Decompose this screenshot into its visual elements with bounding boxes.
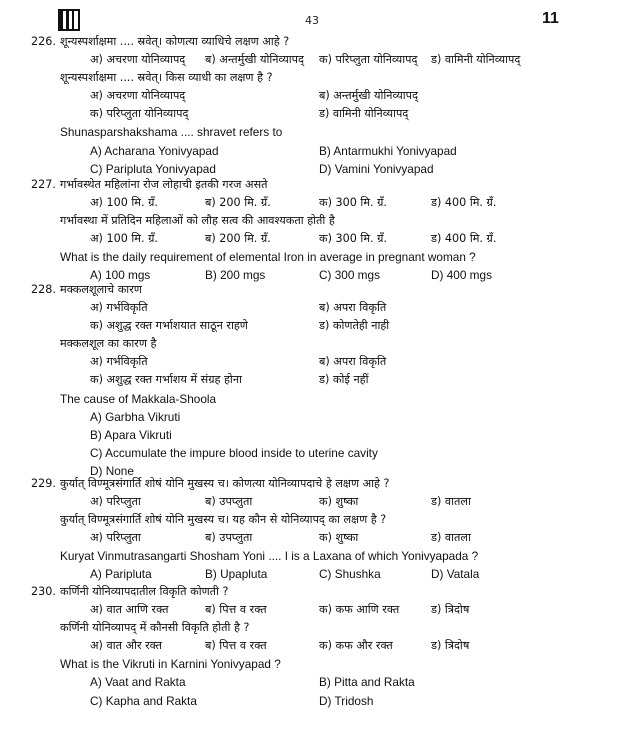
option-a: A) Acharana Yonivyapad [90, 143, 219, 158]
option-d: D) Tridosh [319, 693, 374, 708]
option-c: C) Kapha and Rakta [90, 693, 197, 708]
option-d: ड) वातला [431, 531, 471, 545]
option-b: ब) 200 मि. ग्रॅं. [205, 196, 271, 210]
options-row-hi-2 [60, 371, 605, 389]
option-d: ड) कोणतेही नाही [319, 319, 390, 333]
question-text-mr: 230. कर्णिनी योनिव्यापदातील विकृति कोणती ? [60, 583, 605, 601]
option-d: D) 400 mgs [431, 268, 492, 283]
question-text-mr: 228. मक्कलशूलाचे कारण [60, 281, 605, 299]
question-text-mr: 227. गर्भावस्थेत महिलांना रोज लोहाची इतकी गरज असते [60, 176, 605, 194]
question-text-en: Shunasparshakshama .... shravet refers to [60, 125, 283, 140]
option-a: अ) गर्भविकृति [90, 355, 148, 369]
option-a: अ) वात आणि रक्त [90, 603, 169, 617]
option-d: D) None [90, 463, 134, 478]
option-a: अ) अचरणा योनिव्यापद् [90, 89, 186, 103]
option-c: क) शुष्का [319, 495, 359, 509]
option-d: D) Vamini Yonivyapad [319, 161, 434, 176]
option-c: क) परिप्लुता योनिव्यापद् [319, 53, 418, 67]
question-226 [31, 33, 605, 178]
options-row-hi [60, 637, 605, 655]
option-c-row [60, 444, 605, 462]
option-c: C) Paripluta Yonivyapad [90, 161, 216, 176]
sheet-number: 11 [542, 10, 559, 27]
option-a: अ) परिप्लुता [90, 495, 141, 509]
question-229 [31, 475, 605, 584]
question-text-hi: शून्यस्पर्शाक्षमा .... स्रवेत्। किस व्याधी का लक्षण है ? [60, 71, 273, 85]
option-a: अ) गर्भविकृति [90, 301, 148, 315]
options-row-en-1 [60, 142, 605, 160]
barcode-mark [58, 9, 80, 31]
question-number: 230. [31, 585, 56, 598]
option-b: B) Upapluta [205, 567, 268, 582]
option-b: ब) पित्त व रक्त [205, 603, 267, 617]
question-number: 229. [31, 477, 56, 490]
option-b: ब) पित्त व रक्त [205, 639, 267, 653]
question-text-en: What is the Vikruti in Karnini Yonivyapad ? [60, 657, 281, 672]
option-c: क) परिप्लुता योनिव्यापद् [90, 107, 189, 121]
options-row-mr [60, 194, 605, 212]
options-row-mr-1 [60, 299, 605, 317]
option-b: ब) अपरा विकृति [319, 301, 387, 315]
options-row-mr [60, 51, 605, 69]
option-b: B) Apara Vikruti [90, 427, 172, 442]
question-text-en: What is the daily requirement of elemental Iron in average in pregnant woman ? [60, 250, 476, 265]
question-text-mr: 226. शून्यस्पर्शाक्षमा .... स्रवेत्। कोणत्या व्याधिचे लक्षण आहे ? [60, 33, 605, 51]
page-number: 43 [305, 14, 319, 27]
option-d: ड) त्रिदोष [431, 603, 470, 617]
question-number: 226. [31, 35, 56, 48]
option-d: ड) कोई नहीं [319, 373, 369, 387]
options-row-en [60, 565, 605, 583]
option-a: अ) 100 मि. ग्रॅं. [90, 196, 158, 210]
option-d: ड) वातला [431, 495, 471, 509]
question-text-mr: 229. कुर्यात् विण्मूत्रसंगार्ति शोषं योनि मुखस्य च। कोणत्या योनिव्यापदाचे हे लक्षण आहे ? [60, 475, 605, 493]
options-row-mr [60, 601, 605, 619]
option-c: C) 300 mgs [319, 268, 380, 283]
question-text-hi: मक्कलशूल का कारण है [60, 337, 157, 351]
option-c: क) 300 मि. ग्रॅं. [319, 232, 387, 246]
option-c: क) कफ और रक्त [319, 639, 393, 653]
option-a: अ) परिप्लुता [90, 531, 141, 545]
option-a-row [60, 408, 605, 426]
options-row-hi-1 [60, 87, 605, 105]
option-b-row [60, 426, 605, 444]
question-text-hi: गर्भावस्था में प्रतिदिन महिलाओं को लौह सत्व की आवश्यकता होती है [60, 214, 335, 228]
option-c: C) Accumulate the impure blood inside to uterine cavity [90, 445, 378, 460]
question-text-en: Kuryat Vinmutrasangarti Shosham Yoni .... I is a Laxana of which Yonivyapada ? [60, 549, 479, 564]
option-b: B) 200 mgs [205, 268, 266, 283]
option-c: क) कफ आणि रक्त [319, 603, 400, 617]
option-b: ब) उपप्लुता [205, 495, 253, 509]
option-d: ड) 400 मि. ग्रॅं. [431, 232, 497, 246]
option-b: B) Antarmukhi Yonivyapad [319, 143, 457, 158]
question-227 [31, 176, 605, 285]
option-c: क) अशुद्ध रक्त गर्भाशय में संग्रह होना [90, 373, 242, 387]
option-c: C) Shushka [319, 567, 381, 582]
option-c: क) शुष्का [319, 531, 359, 545]
option-d: ड) त्रिदोष [431, 639, 470, 653]
option-a: A) Paripluta [90, 567, 152, 582]
option-b: ब) अन्तर्मुखी योनिव्यापद् [319, 89, 418, 103]
option-d: ड) 400 मि. ग्रॅं. [431, 196, 497, 210]
option-a: अ) वात और रक्त [90, 639, 163, 653]
option-b: ब) अपरा विकृति [319, 355, 387, 369]
option-d: ड) वामिनी योनिव्यापद् [319, 107, 409, 121]
options-row-hi [60, 529, 605, 547]
option-c: क) 300 मि. ग्रॅं. [319, 196, 387, 210]
question-text-hi: कुर्यात् विण्मूत्रसंगार्ति शोषं योनि मुखस्य च। यह कौन से योनिव्यापद् का लक्षण है ? [60, 513, 387, 527]
option-a: अ) अचरणा योनिव्यापद् [90, 53, 186, 67]
options-row-en-2 [60, 692, 605, 710]
option-b: ब) 200 मि. ग्रॅं. [205, 232, 271, 246]
options-row-hi-1 [60, 353, 605, 371]
option-a: A) Vaat and Rakta [90, 675, 186, 690]
option-b: ब) उपप्लुता [205, 531, 253, 545]
option-b: ब) अन्तर्मुखी योनिव्यापद् [205, 53, 304, 67]
options-row-hi [60, 230, 605, 248]
option-a: अ) 100 मि. ग्रॅं. [90, 232, 158, 246]
option-a: A) 100 mgs [90, 268, 151, 283]
option-c: क) अशुद्ध रक्त गर्भाशयात साठून राहणे [90, 319, 248, 333]
options-row-en-1 [60, 673, 605, 691]
question-text-en: The cause of Makkala-Shoola [60, 391, 217, 406]
options-row-mr-2 [60, 317, 605, 335]
question-number: 227. [31, 178, 56, 191]
option-d: D) Vatala [431, 567, 480, 582]
option-a: A) Garbha Vikruti [90, 409, 181, 424]
question-text-hi: कर्णिनी योनिव्यापद् में कौनसी विकृति होती है ? [60, 621, 250, 635]
options-row-mr [60, 493, 605, 511]
options-row-hi-2 [60, 105, 605, 123]
option-d: ड) वामिनी योनिव्यापद् [431, 53, 521, 67]
option-b: B) Pitta and Rakta [319, 675, 415, 690]
question-number: 228. [31, 283, 56, 296]
question-228 [31, 281, 605, 480]
question-230 [31, 583, 605, 710]
